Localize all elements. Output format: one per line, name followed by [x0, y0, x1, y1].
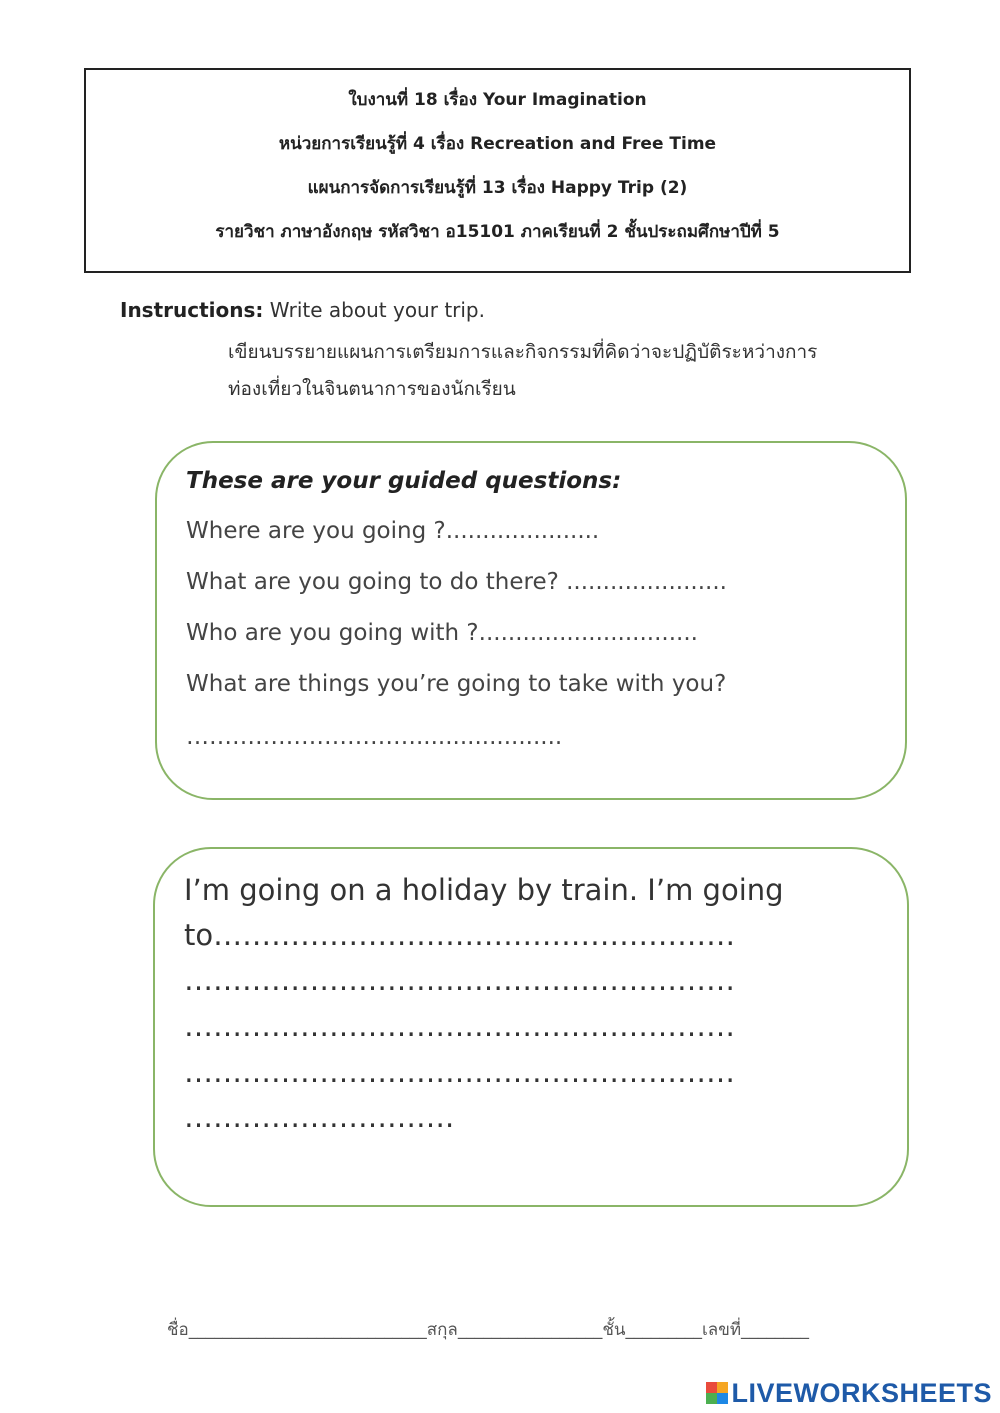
worksheet-header-box	[84, 68, 911, 273]
writing-line-4[interactable]: …………………………………………………	[184, 1009, 735, 1043]
instructions-thai-line-1: เขียนบรรยายแผนการเตรียมการและกิจกรรมที่คิดว่าจะปฏิบัติระหว่างการ	[228, 341, 818, 363]
logo-icon-square-4	[717, 1393, 728, 1404]
writing-line-1: I’m going on a holiday by train. I’m going	[184, 873, 784, 907]
guided-question-3: Who are you going with ?..............................	[186, 620, 698, 646]
guided-question-1: Where are you going ?.....................	[186, 518, 600, 544]
writing-line-5[interactable]: …………………………………………………	[184, 1055, 735, 1089]
instructions-thai-line-2: ท่องเที่ยวในจินตนาการของนักเรียน	[228, 378, 516, 400]
instructions	[120, 298, 485, 322]
instructions-text: Write about your trip.	[263, 298, 485, 322]
liveworksheets-logo	[706, 1378, 992, 1408]
guided-question-2: What are you going to do there? ......................	[186, 569, 727, 595]
writing-line-6[interactable]: ……………………….	[184, 1100, 455, 1134]
header-worksheet-title: ใบงานที่ 18 เรื่อง Your Imagination	[348, 90, 647, 110]
logo-icon-square-1	[706, 1382, 717, 1393]
student-info-footer[interactable]: ชื่อ____________________________สกุล_________________ชั้น_________เลขที่________	[167, 1320, 810, 1340]
writing-line-3[interactable]: …………………………………………………	[184, 963, 735, 997]
guided-question-5: …………………………....................	[186, 724, 563, 750]
writing-line-2[interactable]: to………………………………………………	[184, 918, 736, 952]
logo-icon-square-3	[706, 1393, 717, 1404]
liveworksheets-logo-icon	[706, 1382, 728, 1404]
header-course-info: รายวิชา ภาษาอังกฤษ รหัสวิชา อ15101 ภาคเรียนที่ 2 ชั้นประถมศึกษาปีที่ 5	[215, 222, 780, 242]
guided-question-4: What are things you’re going to take with you?	[186, 671, 727, 697]
liveworksheets-logo-text: LIVEWORKSHEETS	[731, 1377, 992, 1408]
guided-questions-title: These are your guided questions:	[186, 468, 622, 494]
logo-icon-square-2	[717, 1382, 728, 1393]
header-unit-title: หน่วยการเรียนรู้ที่ 4 เรื่อง Recreation and Free Time	[278, 134, 717, 154]
header-lesson-plan: แผนการจัดการเรียนรู้ที่ 13 เรื่อง Happy Trip (2)	[307, 178, 688, 198]
instructions-label: Instructions:	[120, 298, 264, 322]
